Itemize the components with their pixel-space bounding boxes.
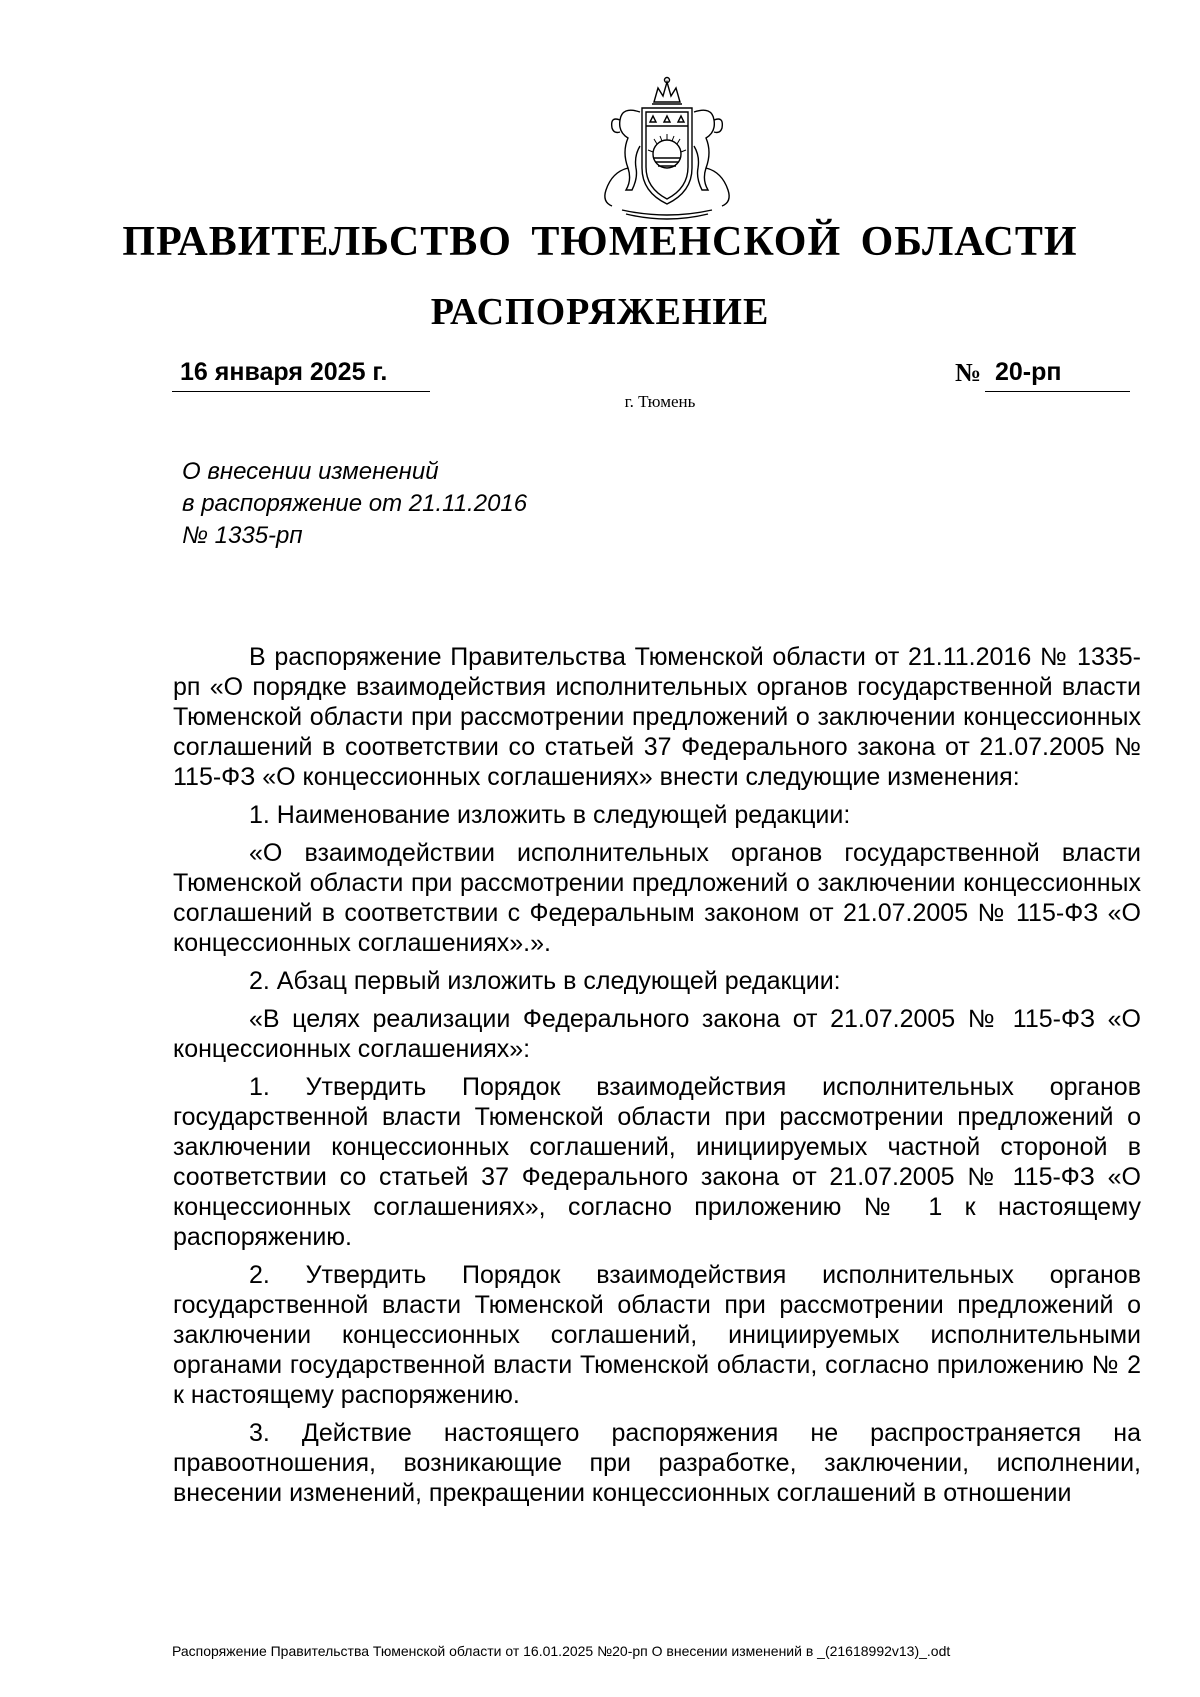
subject-line: № 1335-рп [182,522,303,549]
date-field [172,358,430,392]
body-paragraph: 2. Утвердить Порядок взаимодействия исполнительных органов государственной власти Тюменской области при рассмотрении предложений о заключении концессионных соглашений, инициируемых исполнительными органами государственной власти Тюменской области, согласно приложению № 2 к настоящему распоряжению. [173,1261,1141,1409]
city: г. Тюмень [624,392,696,411]
doc-type-title: РАСПОРЯЖЕНИЕ [430,291,770,333]
org-title: ПРАВИТЕЛЬСТВО ТЮМЕНСКОЙ ОБЛАСТИ [122,219,1078,265]
body-paragraph: «В целях реализации Федерального закона от 21.07.2005 № 115-ФЗ «О концессионных соглашениях»: [173,1005,1141,1063]
subject-line: в распоряжение от 21.11.2016 [182,490,528,517]
body-paragraph: 1. Наименование изложить в следующей редакции: [249,801,851,829]
page-footer: Распоряжение Правительства Тюменской области от 16.01.2025 №20-рп О внесении изменений в _(21618992v13)_.odt [172,1643,951,1659]
body-paragraph: 3. Действие настоящего распоряжения не распространяется на правоотношения, возникающие при разработке, заключении, исполнении, внесении изменений, прекращении концессионных соглашений в отношении [173,1419,1141,1507]
subject-line: О внесении изменений [182,458,439,485]
body-paragraph: 2. Абзац первый изложить в следующей редакции: [249,967,841,995]
number-field [985,358,1130,392]
document-number: 20-рп [995,358,1062,386]
document-body [173,642,1141,1516]
document-subject [182,456,527,552]
coat-of-arms-icon [592,72,742,222]
body-paragraph: «О взаимодействии исполнительных органов государственной власти Тюменской области при рассмотрении предложений о заключении концессионных соглашений в соответствии с Федеральным законом от 21.07.2005 № 115-ФЗ «О концессионных соглашениях».». [173,839,1141,957]
number-sign: № [955,358,982,387]
body-paragraph: 1. Утвердить Порядок взаимодействия исполнительных органов государственной власти Тюменской области при рассмотрении предложений о заключении концессионных соглашений, инициируемых частной стороной в соответствии со статьей 37 Федерального закона от 21.07.2005 № 115-ФЗ «О концессионных соглашениях», согласно приложению № 1 к настоящему распоряжению. [173,1073,1141,1251]
document-date: 16 января 2025 г. [180,358,388,386]
body-paragraph: В распоряжение Правительства Тюменской области от 21.11.2016 № 1335-рп «О порядке взаимодействия исполнительных органов государственной власти Тюменской области при рассмотрении предложений о заключении концессионных соглашений в соответствии со статьей 37 Федерального закона от 21.07.2005 № 115-ФЗ «О концессионных соглашениях» внести следующие изменения: [173,643,1141,791]
